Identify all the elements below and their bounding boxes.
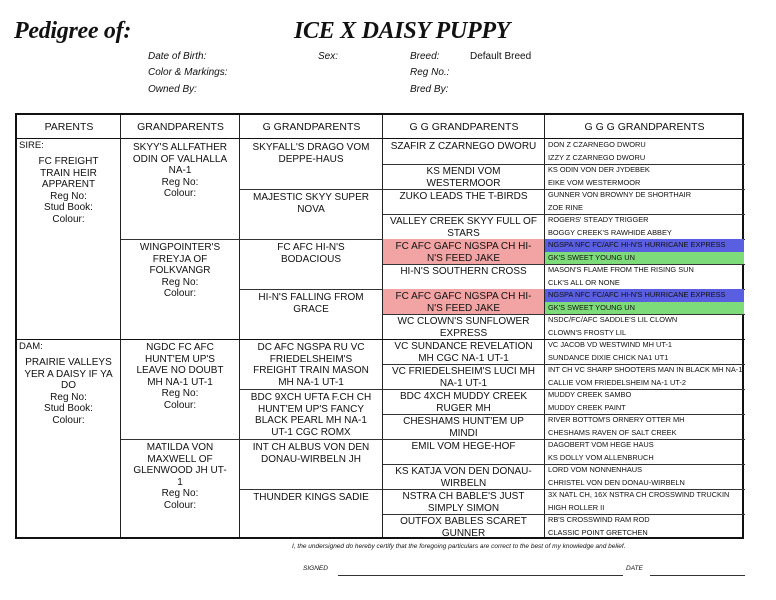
ggg-grandparent-cell: GK'S SWEET YOUNG UN xyxy=(545,252,744,265)
gg-grandparent-cell: OUTFOX BABLES SCARET GUNNER xyxy=(400,516,527,539)
gg-grandparent-cell: KS MENDI VOM WESTERMOOR xyxy=(426,166,501,189)
sire-colour: Colour: xyxy=(52,213,85,225)
ggg-grandparent-cell: CALLIE VOM FRIEDELSHEIM NA-1 UT-2 xyxy=(548,377,686,387)
ggg-grandparent-cell: CHRISTEL VON DEN DONAU-WIRBELN xyxy=(548,477,685,487)
sire-stud-book: Stud Book: xyxy=(44,202,93,213)
ggg-grandparent-cell: RB'S CROSSWIND RAM ROD xyxy=(548,515,650,524)
ggg-grandparent-cell: NSDC/FC/AFC SADDLE'S LIL CLOWN xyxy=(548,315,678,324)
ggg-grandparent-cell: MUDDY CREEK SAMBO xyxy=(548,390,632,399)
g-grandparent-cell: DC AFC NGSPA RU VC FRIEDELSHEIM'S FREIGHT TRAIN MASON MH NA-1 UT-1 xyxy=(253,342,369,388)
g-grandparent-cell: THUNDER KINGS SADIE xyxy=(253,492,369,503)
dam-details xyxy=(23,354,114,426)
sire-name: FC FREIGHT TRAIN HEIR APPARENT xyxy=(38,156,99,190)
dog-name-title: ICE X DAISY PUPPY xyxy=(294,18,511,44)
date-label: DATE xyxy=(626,565,643,572)
grandparent-cell xyxy=(121,239,239,339)
gg-grandparent-cell: VC FRIEDELSHEIM'S LUCI MH NA-1 UT-1 xyxy=(391,366,536,389)
gg-grandparent-cell: BDC 4XCH MUDDY CREEK RUGER MH xyxy=(399,391,528,414)
g-grandparent-cell: HI-N'S FALLING FROM GRACE xyxy=(258,292,364,315)
dam-name: PRAIRIE VALLEYS YER A DAISY IF YA DO xyxy=(24,357,113,391)
grandparent-name: WINGPOINTER'S FREYJA OF FOLKVANGR xyxy=(139,242,221,276)
certification-statement: I, the undersigned do hereby certify that the foregoing particulars are correct to the best of my knowledge and belief. xyxy=(292,543,626,550)
date-line[interactable] xyxy=(650,575,745,576)
ggg-grandparent-cell: MUDDY CREEK PAINT xyxy=(548,402,626,412)
ggg-grandparent-cell: ROGERS' STEADY TRIGGER xyxy=(548,215,649,224)
ggg-grandparent-cell: EIKE VOM WESTERMOOR xyxy=(548,177,641,187)
g-grandparent-cell: SKYFALL'S DRAGO VOM DEPPE-HAUS xyxy=(252,142,370,165)
ggg-grandparent-cell: BOGGY CREEK'S RAWHIDE ABBEY xyxy=(548,227,672,237)
ggg-grandparent-cell: LORD VOM NONNENHAUS xyxy=(548,465,643,474)
gg-grandparent-cell: ZUKO LEADS THE T-BIRDS xyxy=(399,191,528,202)
ggg-grandparent-cell: ZOE RINE xyxy=(548,202,583,212)
grandparent-name: NGDC FC AFC HUNT'EM UP'S LEAVE NO DOUBT MH NA-1 UT-1 xyxy=(136,342,224,388)
ggg-grandparent-cell: GK'S SWEET YOUNG UN xyxy=(545,302,744,315)
sire-reg-no: Reg No: xyxy=(50,190,87,202)
ggg-grandparent-cell: DON Z CZARNEGO DWORU xyxy=(548,140,646,149)
g-grandparent-cell: BDC 9XCH UFTA F.CH CH HUNT'EM UP'S FANCY BLACK PEARL MH NA-1 UT-1 CGC ROMX xyxy=(250,392,372,438)
dam-colour: Colour: xyxy=(52,414,85,426)
grandparent-name: SKYY'S ALLFATHER ODIN OF VALHALLA NA-1 xyxy=(132,142,228,176)
grandparent-cell xyxy=(121,339,239,439)
sire-label: SIRE: xyxy=(19,140,44,151)
ggg-grandparent-cell: DAGOBERT VOM HEGE HAUS xyxy=(548,440,654,449)
signature-line[interactable] xyxy=(338,575,623,576)
grandparent-colour: Colour: xyxy=(163,399,197,411)
column-header-parents: PARENTS xyxy=(17,115,121,139)
sire-details xyxy=(27,153,110,225)
gg-grandparent-cell: FC AFC GAFC NGSPA CH HI-N'S FEED JAKE xyxy=(383,289,544,314)
column-header-grandparents: GRANDPARENTS xyxy=(121,115,240,139)
ggg-grandparent-cell: KS DOLLY VOM ALLENBRUCH xyxy=(548,452,654,462)
g-grandparent-cell: FC AFC HI-N'S BODACIOUS xyxy=(277,242,345,265)
gg-grandparent-cell: CHESHAMS HUNT'EM UP MINDI xyxy=(403,416,524,439)
breed-value: Default Breed xyxy=(470,51,532,62)
dam-cell xyxy=(17,340,120,539)
grandparent-colour: Colour: xyxy=(163,499,197,511)
grandparent-name: MATILDA VON MAXWELL OF GLENWOOD JH UT-1 xyxy=(133,442,227,488)
grandparent-cell xyxy=(121,139,239,239)
reg-no-label: Reg No.: xyxy=(410,67,450,78)
dam-stud-book: Stud Book: xyxy=(44,403,93,414)
ggg-grandparent-cell: CLASSIC POINT GRETCHEN xyxy=(548,527,648,537)
ggg-grandparent-cell: INT CH VC SHARP SHOOTERS MAN IN BLACK MH NA-1 xyxy=(548,365,743,374)
dam-label: DAM: xyxy=(19,341,43,352)
ggg-grandparent-cell: HIGH ROLLER II xyxy=(548,502,605,512)
column-header-ggg-grandparents: G G G GRANDPARENTS xyxy=(545,115,744,139)
color-markings-label: Color & Markings: xyxy=(148,67,228,78)
g-grandparent-cell: INT CH ALBUS VON DEN DONAU-WIRBELN JH xyxy=(252,442,370,465)
g-grandparent-cell: MAJESTIC SKYY SUPER NOVA xyxy=(253,192,369,215)
ggg-grandparent-cell: MASON'S FLAME FROM THE RISING SUN xyxy=(548,265,694,274)
breed-label: Breed: xyxy=(410,51,440,62)
pedigree-title-label: Pedigree of: xyxy=(14,18,132,44)
dam-reg-no: Reg No: xyxy=(50,391,87,403)
ggg-grandparent-cell: CLOWN'S FROSTY LIL xyxy=(548,327,627,337)
ggg-grandparent-cell: CHESHAMS RAVEN OF SALT CREEK xyxy=(548,427,677,437)
grandparent-colour: Colour: xyxy=(163,188,197,199)
grandparent-reg-no: Reg No: xyxy=(161,488,199,499)
pedigree-table xyxy=(15,113,744,539)
ggg-grandparent-cell: KS ODIN VON DER JYDEBEK xyxy=(548,165,650,174)
sex-label: Sex: xyxy=(318,51,339,62)
owned-by-label: Owned By: xyxy=(148,84,197,95)
sire-cell xyxy=(17,139,120,339)
ggg-grandparent-cell: RIVER BOTTOM'S ORNERY OTTER MH xyxy=(548,415,685,424)
ggg-grandparent-cell: GUNNER VON BROWNY DE SHORTHAIR xyxy=(548,190,692,199)
gg-grandparent-cell: VC SUNDANCE REVELATION MH CGC NA-1 UT-1 xyxy=(394,341,533,364)
column-header-g-grandparents: G GRANDPARENTS xyxy=(240,115,383,139)
gg-grandparent-cell: WC CLOWN'S SUNFLOWER EXPRESS xyxy=(397,316,530,339)
gg-grandparent-cell: EMIL VOM HEGE-HOF xyxy=(411,441,516,452)
gg-grandparent-cell: FC AFC GAFC NGSPA CH HI-N'S FEED JAKE xyxy=(383,239,544,264)
ggg-grandparent-cell: 3X NATL CH, 16X NSTRA CH CROSSWIND TRUCKIN xyxy=(548,490,730,499)
ggg-grandparent-cell: IZZY Z CZARNEGO DWORU xyxy=(548,152,646,162)
grandparent-reg-no: Reg No: xyxy=(161,388,199,399)
ggg-grandparent-cell: VC JACOB VD WESTWIND MH UT-1 xyxy=(548,340,673,349)
grandparent-colour: Colour: xyxy=(163,288,197,299)
grandparent-reg-no: Reg No: xyxy=(161,176,199,188)
signed-label: SIGNED xyxy=(303,565,328,572)
grandparent-cell xyxy=(121,439,239,539)
ggg-grandparent-cell: CLK'S ALL OR NONE xyxy=(548,277,620,287)
ggg-grandparent-cell: SUNDANCE DIXIE CHICK NA1 UT1 xyxy=(548,352,669,362)
gg-grandparent-cell: HI-N'S SOUTHERN CROSS xyxy=(400,266,527,277)
gg-grandparent-cell: SZAFIR Z CZARNEGO DWORU xyxy=(390,141,537,152)
date-of-birth-label: Date of Birth: xyxy=(148,51,207,62)
column-header-gg-grandparents: G G GRANDPARENTS xyxy=(383,115,545,139)
ggg-grandparent-cell: NGSPA NFC FC/AFC HI-N'S HURRICANE EXPRESS xyxy=(545,239,744,252)
gg-grandparent-cell: NSTRA CH BABLE'S JUST SIMPLY SIMON xyxy=(402,491,525,514)
bred-by-label: Bred By: xyxy=(410,84,449,95)
ggg-grandparent-cell: NGSPA NFC FC/AFC HI-N'S HURRICANE EXPRESS xyxy=(545,289,744,302)
grandparent-reg-no: Reg No: xyxy=(161,276,199,288)
gg-grandparent-cell: VALLEY CREEK SKYY FULL OF STARS xyxy=(390,216,537,239)
gg-grandparent-cell: KS KATJA VON DEN DONAU-WIRBELN xyxy=(395,466,532,489)
